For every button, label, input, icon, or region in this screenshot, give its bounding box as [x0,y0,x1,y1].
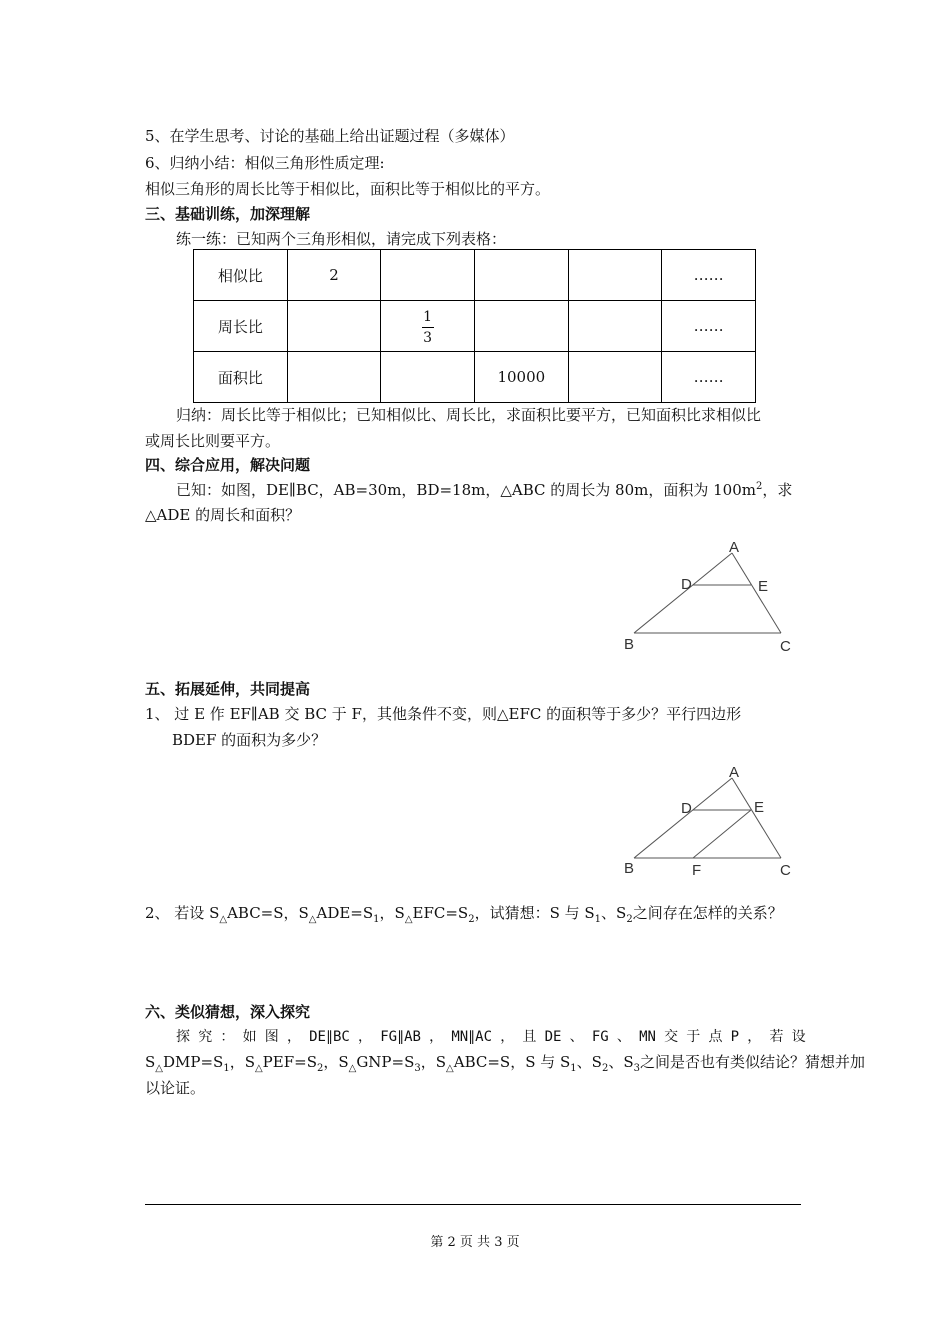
section4-problem-cont: △ADE 的周长和面积？ [145,506,301,524]
word: 设 [791,1029,806,1045]
section4-problem [176,480,792,500]
q2-text: ，试猜想：S 与 S [474,904,595,922]
q2-text: ABC=S，S [227,904,309,922]
text: PEF=S [262,1053,317,1071]
fraction-bar [422,327,434,328]
subscript: 2 [468,914,475,925]
table-row [194,301,756,352]
segment-ef [693,810,751,858]
subscript: 2 [626,914,633,925]
subscript: 1 [594,914,602,925]
subscript: 1 [223,1063,230,1074]
vertex-label-d: D [681,576,692,593]
section5-heading: 五、拓展延伸，共同提高 [145,680,311,698]
table-cell: …… [662,250,756,301]
word: P [730,1029,740,1045]
text: S [145,1053,156,1071]
q2-text: 2、 若设 S [145,904,220,922]
fraction-numerator: 1 [423,308,433,325]
q2-text: ADE=S [316,904,374,922]
table-cell [381,301,475,352]
word: MN∥AC [451,1029,493,1045]
word: 探 [176,1029,190,1045]
section3-intro: 练一练：已知两个三角形相似，请完成下列表格： [176,230,507,248]
vertex-label-e: E [758,578,769,595]
q2-text: ，S [379,904,405,922]
vertex-label-a: A [729,764,740,781]
section6-line2 [145,1052,865,1075]
triangle-subscript: △ [348,1063,357,1074]
line-step5: 5、在学生思考、讨论的基础上给出证题过程（多媒体） [145,127,515,145]
table-cell [287,301,381,352]
table-cell: 10000 [474,352,568,403]
subscript: 3 [633,1063,640,1074]
table-row [194,352,756,403]
line-step6: 6、归纳小结：相似三角形性质定理: [145,154,385,172]
subscript: 1 [373,914,380,925]
word: 交 [664,1029,679,1045]
section6-line1 [176,1027,806,1047]
edge-ab [634,553,732,633]
word: ， [500,1029,515,1045]
word: ， [429,1029,444,1045]
subscript: 3 [414,1063,421,1074]
superscript: 2 [755,481,763,492]
word: MN [639,1029,656,1045]
word: ， [747,1029,762,1045]
vertex-label-e: E [754,799,765,816]
row-label: 周长比 [194,301,288,352]
triangle-subscript: △ [155,1063,163,1074]
table-cell [381,250,475,301]
vertex-label-f: F [692,862,702,879]
word: 若 [769,1029,784,1045]
section3-heading: 三、基础训练，加深理解 [145,205,311,223]
word: 且 [522,1029,537,1045]
word: ， [286,1029,301,1045]
edge-ab [634,778,732,858]
text: ，S [229,1053,255,1071]
vertex-label-d: D [681,800,692,817]
subscript: 2 [601,1063,609,1074]
triangle-subscript: △ [219,914,228,925]
word: DE∥BC [309,1029,350,1045]
edge-ac [732,778,781,858]
vertex-label-c: C [780,862,791,879]
word: 点 [708,1029,723,1045]
text: ，S [420,1053,447,1071]
similarity-table [193,249,756,403]
table-cell: 2 [287,250,381,301]
fraction-denominator: 3 [423,329,433,346]
word: FG [591,1029,609,1045]
word: 如 [242,1029,257,1045]
vertex-label-b: B [624,860,635,877]
section6-line3: 以论证。 [145,1079,206,1097]
triangle-subscript: △ [254,1063,263,1074]
table-cell [568,352,662,403]
edge-ac [732,553,781,633]
word: ： [220,1029,235,1045]
word: DE [544,1029,562,1045]
row-label: 相似比 [194,250,288,301]
table-cell [474,250,568,301]
row-label: 面积比 [194,352,288,403]
text: 、S [576,1053,602,1071]
text: ABC=S，S 与 S [453,1053,571,1071]
section5-q1-cont: BDEF 的面积为多少？ [172,731,327,749]
word: 、 [569,1029,584,1045]
section5-q2 [145,903,783,926]
triangle-subscript: △ [446,1063,454,1074]
problem-text: 已知：如图，DE∥BC，AB=30m，BD=18m，△ABC 的周长为 80m，面积为 100m [176,481,756,499]
table-row [194,250,756,301]
section6-heading: 六、类似猜想，深入探究 [145,1003,311,1021]
triangle-subscript: △ [308,914,317,925]
word: ， [358,1029,373,1045]
table-cell: …… [662,352,756,403]
subscript: 1 [570,1063,577,1074]
text: 、S [608,1053,634,1071]
text: DMP=S [162,1053,224,1071]
table-cell [381,352,475,403]
q2-text: 之间存在怎样的关系？ [632,904,783,922]
word: 究 [198,1029,213,1045]
text: ，S [323,1053,349,1071]
q2-text: 、S [601,904,627,922]
section3-summary-cont: 或周长比则要平方。 [145,432,281,450]
word: FG∥AB [380,1029,421,1045]
problem-text-end: ，求 [762,481,793,499]
triangle-figure-2 [615,757,800,882]
table-cell: …… [662,301,756,352]
page-footer: 第 2 页 共 3 页 [430,1235,520,1250]
table-cell [568,250,662,301]
section4-heading: 四、综合应用，解决问题 [145,456,311,474]
word: 、 [616,1029,631,1045]
word: 于 [686,1029,701,1045]
vertex-label-c: C [780,638,791,655]
triangle-subscript: △ [404,914,413,925]
q2-text: EFC=S [412,904,469,922]
table-cell [287,352,381,403]
text: 之间是否也有类似结论？猜想并加 [639,1053,865,1071]
subscript: 2 [316,1063,324,1074]
table-cell [568,301,662,352]
line-theorem: 相似三角形的周长比等于相似比，面积比等于相似比的平方。 [145,180,551,198]
section5-q1: 1、 过 E 作 EF∥AB 交 BC 于 F，其他条件不变，则△EFC 的面积等于多少？平行四边形 [145,705,742,723]
fraction [422,309,434,346]
vertex-label-b: B [624,636,635,653]
vertex-label-a: A [729,539,740,556]
text: GNP=S [356,1053,415,1071]
table-cell [474,301,568,352]
word: 图 [264,1029,279,1045]
footer-rule [145,1204,801,1205]
triangle-figure-1 [615,535,800,660]
section3-summary: 归纳：周长比等于相似比；已知相似比、周长比，求面积比要平方，已知面积比求相似比 [176,406,762,424]
